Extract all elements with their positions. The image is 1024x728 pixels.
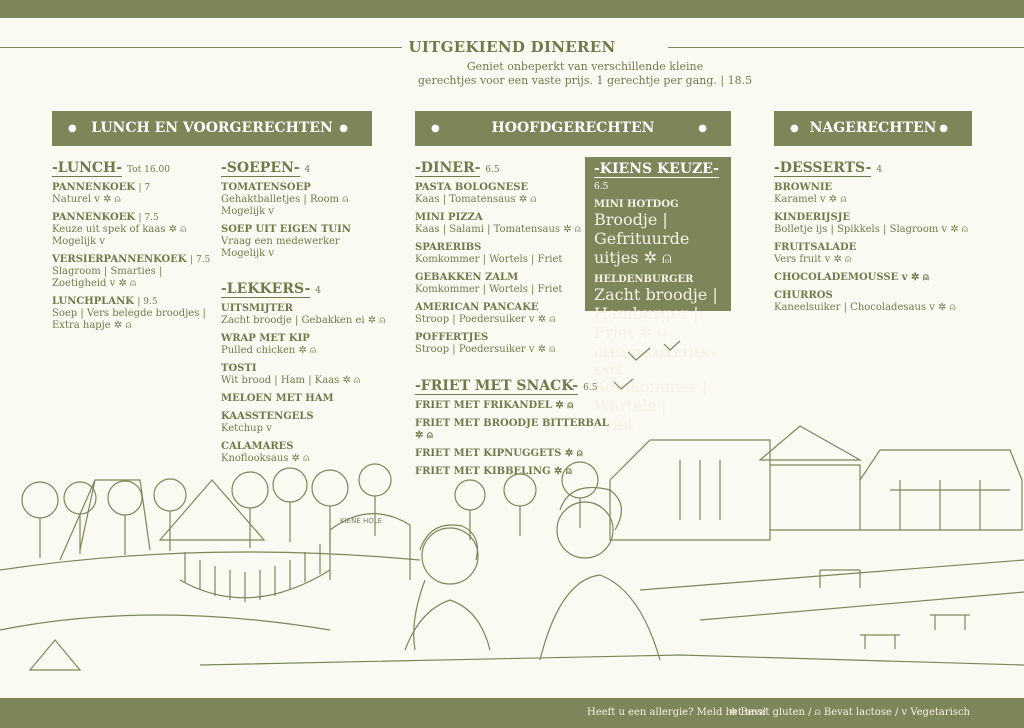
menu-item: GEBAKKEN ZALM Komkommer | Wortels | Friet [415,272,563,295]
menu-item: MELOEN MET HAM [221,393,334,404]
menu-item: LUNCHPLANK | 9.5 Soep | Vers belegde broodjes | Extra hapje ✲ ⍝ [52,296,206,331]
top-bar [0,0,1024,18]
category-hoofd: ● HOOFDGERECHTEN ● [415,111,731,146]
character-girl [405,525,490,650]
menu-item: FRIET MET KIPNUGGETS ✲ ⍝ [415,448,583,459]
menu-item: TOMATENSOEP Gehaktballetjes | Room ⍝ Mogelijk ⅴ [221,182,349,217]
category-na: ● NAGERECHTEN ● [774,111,972,146]
category-lunch: ● LUNCH EN VOORGERECHTEN ● [52,111,372,146]
menu-item: PASTA BOLOGNESE Kaas | Tomatensaus ✲ ⍝ [415,182,537,205]
legend: ✲ Bevat gluten / ⍝ Bevat lactose / ⅴ Vegetarisch [728,707,970,718]
bird-icon [664,341,680,350]
menu-item: CHURROS Kaneelsuiker | Chocoladesaus ⅴ ✲ ⍝ [774,290,956,313]
menu-item: POFFERTJES Stroop | Poedersuiker ⅴ ✲ ⍝ [415,332,556,355]
section-desserts: -DESSERTS- 4 BROWNIE Karamel ⅴ ✲ ⍝ KINDERIJSJE Bolletje ijs | Spikkels | Slagroom ⅴ ✲ ⍝ FRUITSALADE Vers fruit ⅴ ✲ ⍝ CHOCOLADEMOUSSE ⅴ ✲ ⍝ CHURROS Kaneelsuiker | Chocoladesaus ⅴ ✲ ⍝ [774,160,974,320]
character-man [540,488,660,661]
intro-text: Geniet onbeperkt van verschillende kleine gerechtjes voor een vaste prijs. 1 gerechtje per gang. | 18.5 [417,60,753,87]
menu-item: TOSTI Wit brood | Ham | Kaas ✲ ⍝ [221,363,361,386]
section-lekkers: -LEKKERS- 4 UITSMIJTER Zacht broodje | Gebakken ei ✲ ⍝ WRAP MET KIP Pulled chicken ✲ ⍝ TOSTI Wit brood | Ham | Kaas ✲ ⍝ MELOEN MET HAM KAASSTENGELS Ketchup ⅴ CALAMARES Knoflooksaus ✲ ⍝ [221,281,396,471]
section-diner: -DINER- 6.5 PASTA BOLOGNESE Kaas | Tomatensaus ✲ ⍝ MINI PIZZA Kaas | Salami | Tomatensaus ✲ ⍝ SPARERIBS Komkommer | Wortels | Friet GEBAKKEN ZALM Komkommer | Wortels | Friet AMERICAN PANCAKE Stroop | Poedersuiker ⅴ ✲ ⍝ POFFERTJES Stroop | Poedersuiker ⅴ ✲ ⍝ [415,160,585,362]
menu-item: HELDENBURGER Zacht broodje | Hamburger | Friet ✲ ⍝ [594,274,718,342]
menu-item: KAASSTENGELS Ketchup ⅴ [221,411,314,434]
menu-item: FRIET MET BROODJE BITTERBAL ✲ ⍝ [415,418,609,441]
section-lunch: -LUNCH- Tot 16.00 PANNENKOEK | 7 Naturel ⅴ ✲ ⍝ PANNENKOEK | 7.5 Keuze uit spek of kaas ✲ ⍝ Mogelijk ⅴ VERSIERPANNENKOEK | 7.5 Slagroom | Smarties | Zoetigheid ⅴ ✲ ⍝ LUNCHPLANK | 9.5 Soep | Vers belegde broodjes | Extra hapje ✲ ⍝ [52,160,217,338]
footer-bar [0,698,1024,728]
menu-item: UITSMIJTER Zacht broodje | Gebakken ei ✲ ⍝ [221,303,386,326]
menu-item: PANNENKOEK | 7 Naturel ⅴ ✲ ⍝ [52,182,151,205]
menu-item: FRIET MET KIBBELING ✲ ⍝ [415,466,572,477]
menu-item: CALAMARES Knoflooksaus ✲ ⍝ [221,441,310,464]
menu-item: KINDERIJSJE Bolletje ijs | Spikkels | Slagroom ⅴ ✲ ⍝ [774,212,968,235]
menu-item: CHOCOLADEMOUSSE ⅴ ✲ ⍝ [774,272,929,283]
restaurant-building [610,426,1022,540]
menu-item: VERSIERPANNENKOEK | 7.5 Slagroom | Smarties | Zoetigheid ⅴ ✲ ⍝ [52,254,211,289]
bird-icon [628,348,650,360]
menu-item: PANNENKOEK | 7.5 Keuze uit spek of kaas ✲ ⍝ Mogelijk ⅴ [52,212,187,247]
menu-item: MINI HOTDOG Broodje | Gefrituurde uitjes ✲ ⍝ [594,199,690,267]
menu-item: FRIET MET FRIKANDEL ✲ ⍝ [415,400,574,411]
allergy-note: Heeft u een allergie? Meld het ons! [587,707,767,718]
page-title: UITGEKIEND DINEREN [0,38,1024,56]
svg-text:KIENE HOLE: KIENE HOLE [340,517,383,525]
menu-item: GEHAKTBALLETJES ⍝ [594,349,718,360]
section-kiens-keuze: -KIENS KEUZE- 6.5 MINI HOTDOG Broodje | Gefrituurde uitjes ✲ ⍝ HELDENBURGER Zacht broodje | Hamburger | Friet ✲ ⍝ GEHAKTBALLETJES ⍝ SATÉ Komkommer | Wortels | Friet [585,157,731,311]
menu-item: SPARERIBS Komkommer | Wortels | Friet [415,242,563,265]
menu-item: FRUITSALADE Vers fruit ⅴ ✲ ⍝ [774,242,857,265]
menu-item: SOEP UIT EIGEN TUIN Vraag een medewerker Mogelijk ⅴ [221,224,351,259]
section-soepen: -SOEPEN- 4 TOMATENSOEP Gehaktballetjes | Room ⍝ Mogelijk ⅴ SOEP UIT EIGEN TUIN Vraag een medewerker Mogelijk ⅴ [221,160,396,266]
bird-icon [614,379,633,389]
section-snack: -FRIET MET SNACK- 6.5 FRIET MET FRIKANDEL ✲ ⍝ FRIET MET BROODJE BITTERBAL ✲ ⍝ FRIET MET KIPNUGGETS ✲ ⍝ FRIET MET KIBBELING ✲ ⍝ [415,378,615,484]
tree-icon [22,462,598,558]
menu-item: BROWNIE Karamel ⅴ ✲ ⍝ [774,182,847,205]
menu-item: AMERICAN PANCAKE Stroop | Poedersuiker ⅴ ✲ ⍝ [415,302,556,325]
menu-item: WRAP MET KIP Pulled chicken ✲ ⍝ [221,333,317,356]
park-illustration [0,330,1024,698]
menu-item: MINI PIZZA Kaas | Salami | Tomatensaus ✲ ⍝ [415,212,581,235]
menu-item: SATÉ Komkommer | Wortels | Friet [594,366,708,434]
